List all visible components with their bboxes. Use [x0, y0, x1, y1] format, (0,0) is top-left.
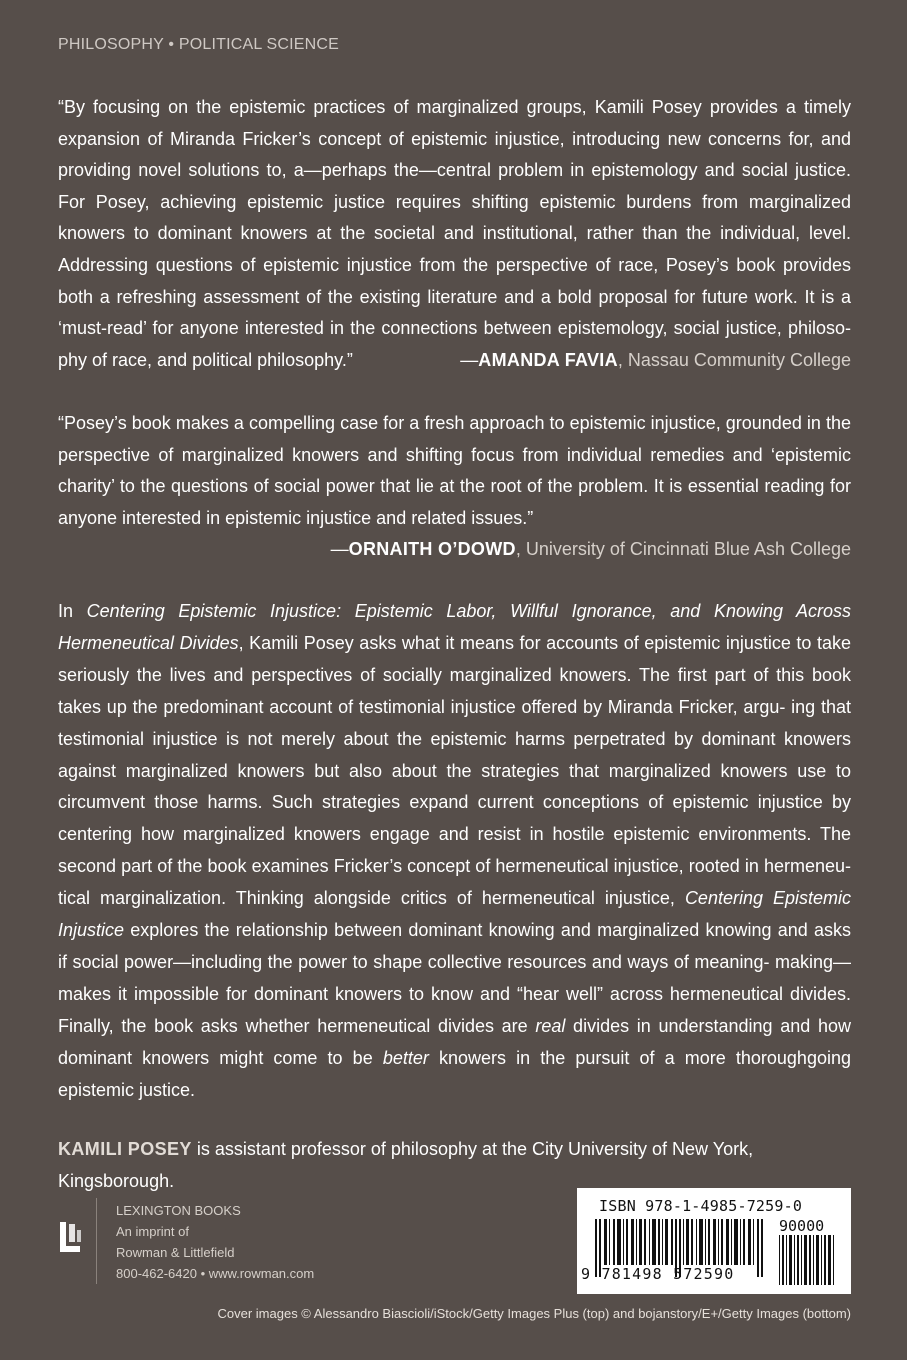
author-bio-text: is assistant professor of philosophy at the City University of New York, Kingsborough.: [58, 1139, 754, 1191]
emphasis: real: [535, 1015, 566, 1036]
desc-text: knowers in the pursuit of a more thoroughgoing epistemic justice.: [58, 1047, 851, 1100]
publisher-info: [116, 1200, 314, 1284]
author-name: KAMILI POSEY: [58, 1139, 192, 1159]
publisher-divider: [96, 1198, 97, 1284]
endorsement-quote-favia: [58, 92, 851, 376]
attribution-dash: —: [460, 349, 479, 370]
barcode-addon-bars: [779, 1235, 835, 1285]
cover-image-credits: Cover images © Alessandro Biascioli/iStock/Getty Images Plus (top) and bojanstory/E+/Getty Images (bottom): [217, 1306, 851, 1321]
lexington-books-logo-icon: [58, 1220, 82, 1254]
isbn-label: ISBN 978-1-4985-7259-0: [599, 1197, 803, 1215]
barcode-addon-number: 90000: [779, 1217, 825, 1235]
attribution-name: AMANDA FAVIA: [478, 349, 618, 370]
publisher-contact: 800-462-6420 • www.rowman.com: [116, 1266, 315, 1281]
isbn-barcode: [577, 1188, 851, 1294]
publisher-parent: Rowman & Littlefield: [116, 1245, 235, 1260]
desc-text: explores the relationship between dominant knowing and marginalized knowing and asks if social power—including the power to shape collective resources and ways of meaning- making—makes it impossible for dominant knowers to know and “hear well” across hermeneutical divides. Finally, the book asks whether hermeneutical divides are: [58, 920, 851, 1036]
book-title: Centering Epistemic Injustice: Epistemic Labor, Willful Ignorance, and Knowing Across Hermeneutical Divides: [58, 601, 852, 653]
quote-text: “Posey’s book makes a compelling case for a fresh approach to epistemic injustice, grounded in the perspective of marginalized knowers and shifting focus from individual remedies and ‘epistemic charity’ to the questions of social power that lie at the root of the problem. It is essential reading for anyone interested in epistemic injustice and related issues.”: [58, 413, 851, 528]
emphasis: better: [382, 1047, 429, 1068]
attribution-name: ORNAITH O’DOWD: [348, 539, 516, 560]
quote-text: “By focusing on the epistemic practices of marginalized groups, Kamili Posey provides a timely expansion of Miranda Fricker’s concept of epistemic injustice, introducing new concerns for, and providing novel solutions to, a—perhaps the—central problem in epistemology and social justice. For Posey, achieving epistemic justice requires shifting epistemic burdens from marginalized knowers to dominant knowers at the societal and institutional, rather than the individual, level. Addressing questions of epistemic injustice from the perspective of race, Posey’s book provides both a refreshing assessment of the existing literature and a bold proposal for future work. It is a ‘must-read’ for anyone interested in the connections between epistemology, social justice, philoso- phy of race, and political philosophy.”: [58, 97, 851, 370]
quote-attribution: [460, 345, 851, 377]
book-title: Centering Epistemic Injustice: [58, 888, 852, 941]
attribution-dash: —: [330, 539, 349, 560]
book-description: [58, 596, 851, 1107]
attribution-affiliation: , Nassau Community College: [617, 349, 851, 370]
desc-text: , Kamili Posey asks what it means for accounts of epistemic injustice to take seriously the lives and perspectives of socially marginalized knowers. The first part of this book takes up the predominant account of testimonial injustice offered by Miranda Fricker, argu- ing that testimonial injustice is not merely about the epistemic harms perpetrated by dominant knowers against marginalized knowers but also about the strategies that marginalized knowers use to circumvent those harms. Such strategies expand current conceptions of epistemic injustice by centering how marginalized knowers engage and resist in hostile epistemic environments. The second part of the book examines Fricker’s concept of hermeneutical injustice, rooted in hermeneu- tical marginalization. Thinking alongside critics of hermeneutical injustice,: [58, 632, 851, 909]
desc-text: divides in understanding and how dominant knowers might come to be: [58, 1015, 851, 1068]
endorsement-quote-odowd: [58, 408, 851, 566]
publisher-imprint: An imprint of: [116, 1224, 189, 1239]
quote-attribution: [58, 534, 851, 566]
barcode-digits: 9 781498 572590: [581, 1265, 735, 1283]
category-label: PHILOSOPHY • POLITICAL SCIENCE: [58, 36, 340, 53]
desc-text: In: [58, 601, 87, 621]
publisher-name: LEXINGTON BOOKS: [116, 1203, 241, 1218]
attribution-affiliation: , University of Cincinnati Blue Ash College: [515, 539, 851, 560]
publisher-block: [58, 1196, 338, 1286]
